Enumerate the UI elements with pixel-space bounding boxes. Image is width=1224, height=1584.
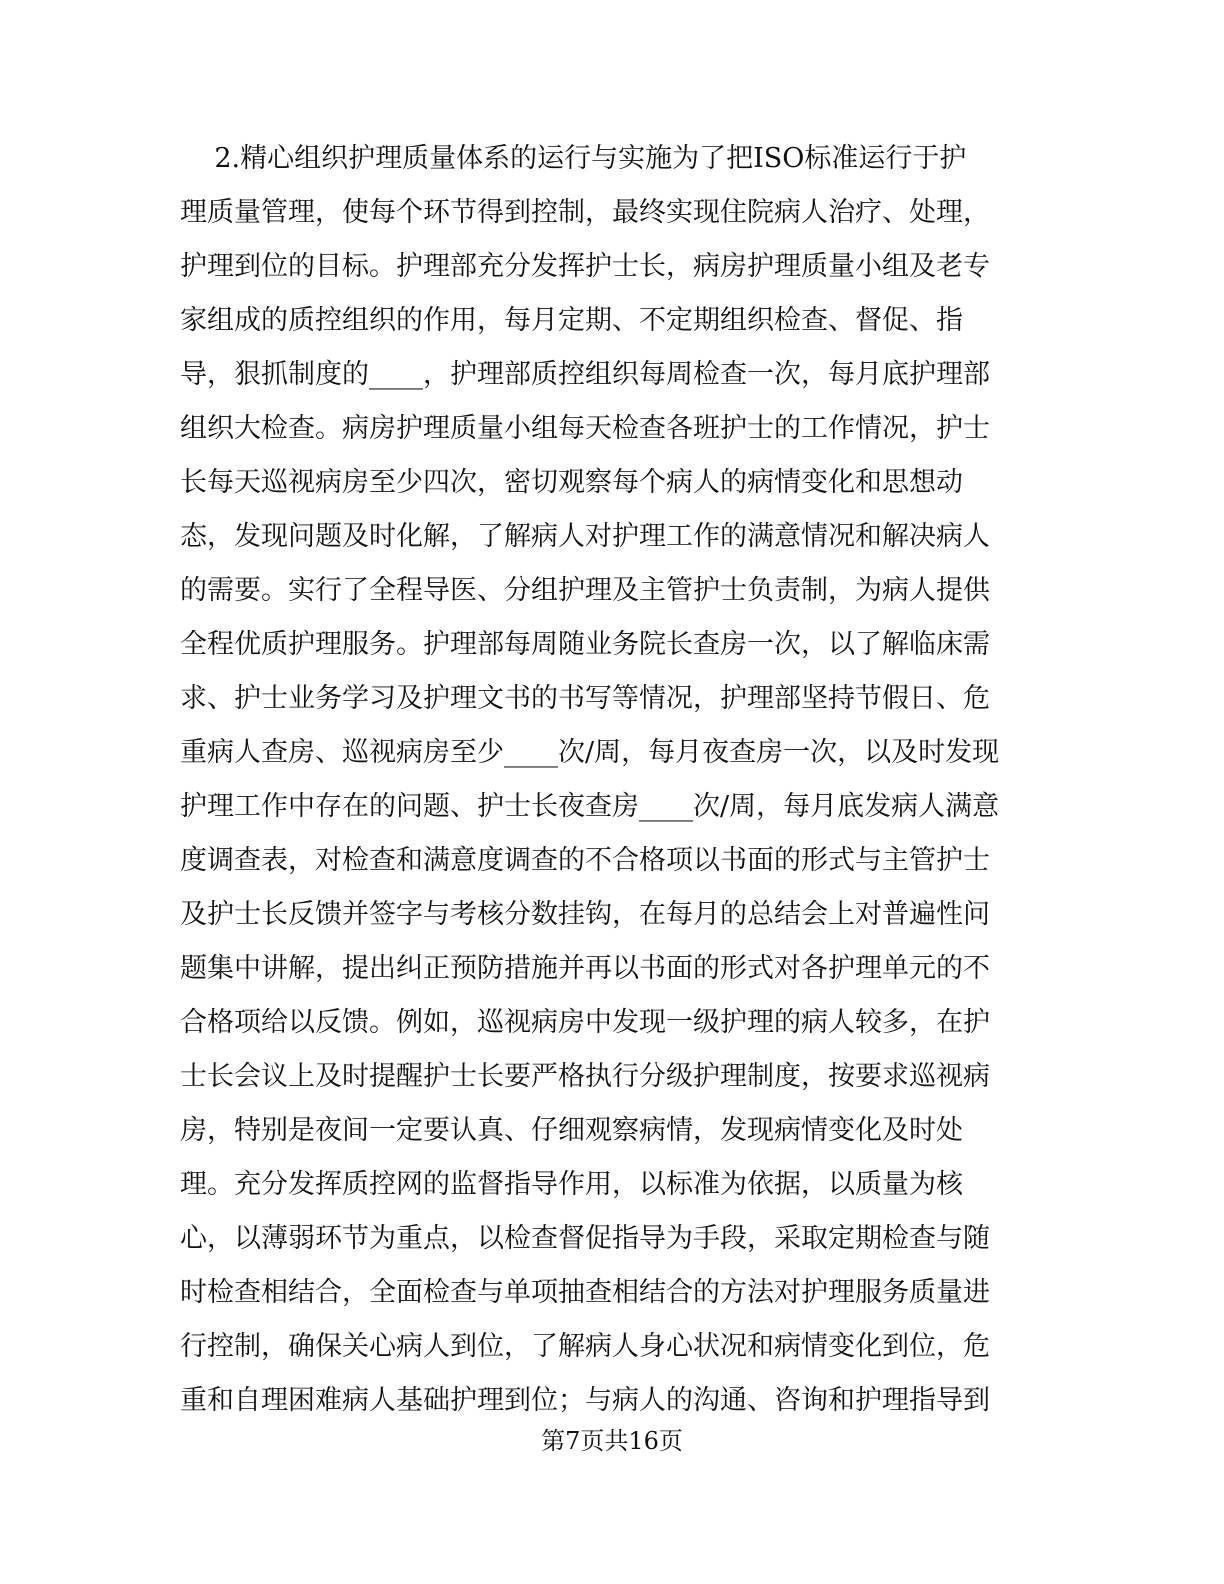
body-text xyxy=(180,132,1060,1428)
text-line: 题集中讲解，提出纠正预防措施并再以书面的形式对各护理单元的不 xyxy=(180,953,990,984)
text-line: 房，特别是夜间一定要认真、仔细观察病情，发现病情变化及时处 xyxy=(180,1115,963,1146)
text-line: 合格项给以反馈。例如，巡视病房中发现一级护理的病人较多，在护 xyxy=(180,1007,990,1038)
text-line: 时检查相结合，全面检查与单项抽查相结合的方法对护理服务质量进 xyxy=(180,1277,990,1308)
text-line: 护理工作中存在的问题、护士长夜查房____次/周，每月底发病人满意 xyxy=(180,791,1000,822)
text-line: 导，狠抓制度的____，护理部质控组织每周检查一次，每月底护理部 xyxy=(180,359,990,390)
text-line: 度调查表，对检查和满意度调查的不合格项以书面的形式与主管护士 xyxy=(180,845,990,876)
text-line: 心，以薄弱环节为重点，以检查督促指导为手段，采取定期检查与随 xyxy=(180,1223,990,1254)
text-line: 行控制，确保关心病人到位，了解病人身心状况和病情变化到位，危 xyxy=(180,1331,990,1362)
text-line: 士长会议上及时提醒护士长要严格执行分级护理制度，按要求巡视病 xyxy=(180,1061,990,1092)
text-line: 护理到位的目标。护理部充分发挥护士长，病房护理质量小组及老专 xyxy=(180,251,990,282)
text-line: 2.精心组织护理质量体系的运行与实施为了把ISO标准运行于护 xyxy=(180,143,967,174)
text-line: 求、护士业务学习及护理文书的书写等情况，护理部坚持节假日、危 xyxy=(180,683,990,714)
text-line: 长每天巡视病房至少四次，密切观察每个病人的病情变化和思想动 xyxy=(180,467,963,498)
text-line: 的需要。实行了全程导医、分组护理及主管护士负责制，为病人提供 xyxy=(180,575,990,606)
text-line: 理。充分发挥质控网的监督指导作用，以标准为依据，以质量为核 xyxy=(180,1169,963,1200)
text-line: 重病人查房、巡视病房至少____次/周，每月夜查房一次，以及时发现 xyxy=(180,737,1000,768)
text-line: 理质量管理，使每个环节得到控制，最终实现住院病人治疗、处理， xyxy=(180,197,990,228)
text-line: 组织大检查。病房护理质量小组每天检查各班护士的工作情况，护士 xyxy=(180,413,990,444)
text-line: 家组成的质控组织的作用，每月定期、不定期组织检查、督促、指 xyxy=(180,305,963,336)
page-number-footer: 第7页共16页 xyxy=(541,1427,683,1455)
text-line: 态，发现问题及时化解，了解病人对护理工作的满意情况和解决病人 xyxy=(180,521,990,552)
text-line: 及护士长反馈并签字与考核分数挂钩，在每月的总结会上对普遍性问 xyxy=(180,899,990,930)
text-line: 重和自理困难病人基础护理到位；与病人的沟通、咨询和护理指导到 xyxy=(180,1385,990,1416)
text-line: 全程优质护理服务。护理部每周随业务院长查房一次，以了解临床需 xyxy=(180,629,990,660)
